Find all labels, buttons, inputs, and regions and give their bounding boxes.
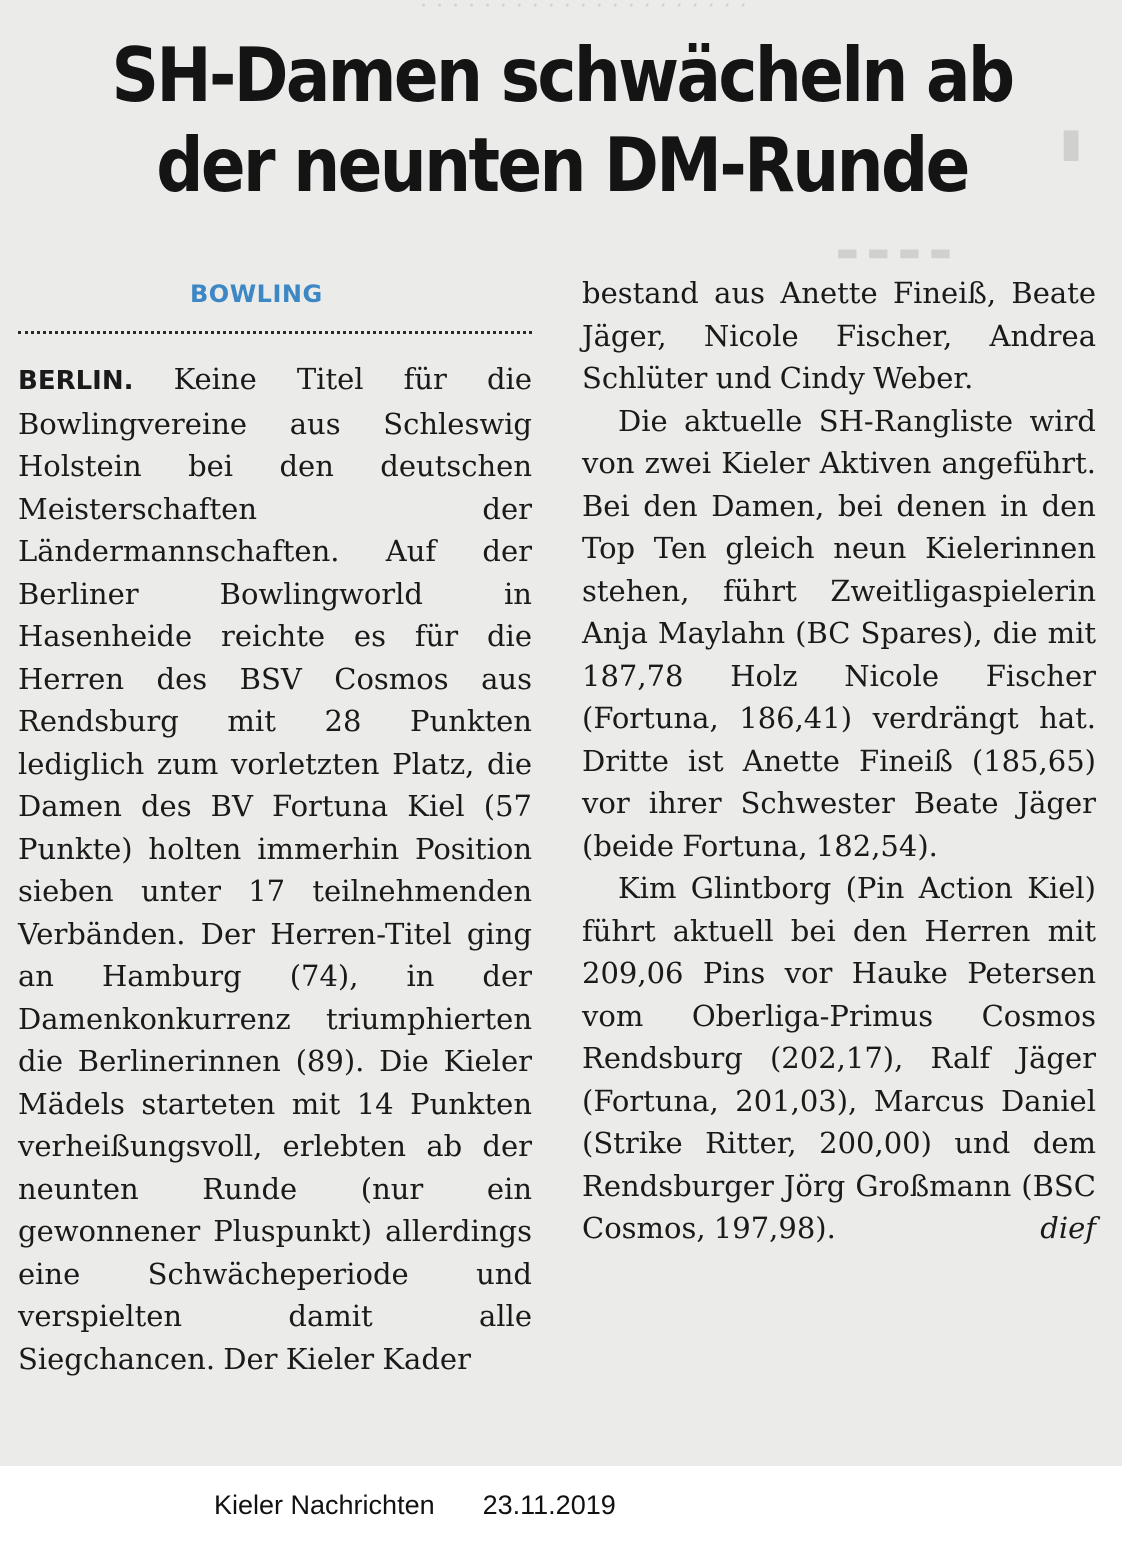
article-column-right [582,272,1096,1250]
headline-line-2: der neunten DM-Runde [156,121,968,209]
source-publication: Kieler Nachrichten [214,1490,435,1520]
reverse-side-bleed: ▮ [1060,120,1083,166]
section-kicker: BOWLING [190,280,323,308]
paragraph-1-part-2: bestand aus Anette Fineiß, Beate Jäger, Nicole Fischer, Andrea Schlüter und Cindy Weber. [582,276,1096,395]
reverse-side-bleed: ▬ ▬ ▬ ▬ [836,238,952,266]
paragraph-3: Kim Glintborg (Pin Action Kiel) führt aktuell bei den Herren mit 209,06 Pins vor Hauke Petersen vom Oberliga-Primus Cosmos Rendsburg (202,17), Ralf Jäger (Fortuna, 201,03), Marcus Daniel (Strike Ritter, 200,00) und dem Rendsburger Jörg Großmann (BSC Cosmos, 197,98). dief [582,867,1096,1250]
reverse-side-bleed: · · · · · · · · · · · · · · · · · · · · · [420,0,748,19]
dotted-divider [18,331,532,334]
paragraph-1-part-1 [18,358,532,1380]
article-column-left [18,358,532,1380]
headline-line-1: SH-Damen schwächeln ab [111,31,1013,119]
source-caption [214,1490,616,1521]
headline [87,30,1037,210]
source-date: 23.11.2019 [482,1490,616,1520]
paragraph-2: Die aktuelle SH-Rangliste wird von zwei Kieler Aktiven angeführt. Bei den Damen, bei denen in den Top Ten gleich neun Kielerinnen stehen, führt Zweitligaspielerin Anja Maylahn (BC Spares), die mit 187,78 Holz Nicole Fischer (Fortuna, 186,41) verdrängt hat. Dritte ist Anette Fineiß (185,65) vor ihrer Schwester Beate Jäger (beide Fortuna, 182,54). [582,403,1096,863]
dateline: BERLIN. [18,366,134,396]
paragraph-1-text: Keine Titel für die Bowlingvereine aus Schleswig Holstein bei den deutschen Meisterschaften der Ländermannschaften. Auf der Berliner Bowlingworld in Hasenheide reichte es für die Herren des BSV Cosmos aus Rendsburg mit 28 Punkten lediglich zum vorletzten Platz, die Damen des BV Fortuna Kiel (57 Punkte) holten immerhin Position sieben unter 17 teilnehmenden Verbänden. Der Herren-Titel ging an Hamburg (74), in der Damenkonkurrenz triumphierten die Berlinerinnen (89). Die Kieler Mädels starteten mit 14 Punkten verheißungsvoll, erlebten ab der neunten Runde (nur ein gewonnener Pluspunkt) allerdings eine Schwächeperiode und verspielten damit alle Siegchancen. Der Kieler Kader [18,362,532,1376]
byline: dief [1040,1211,1096,1245]
